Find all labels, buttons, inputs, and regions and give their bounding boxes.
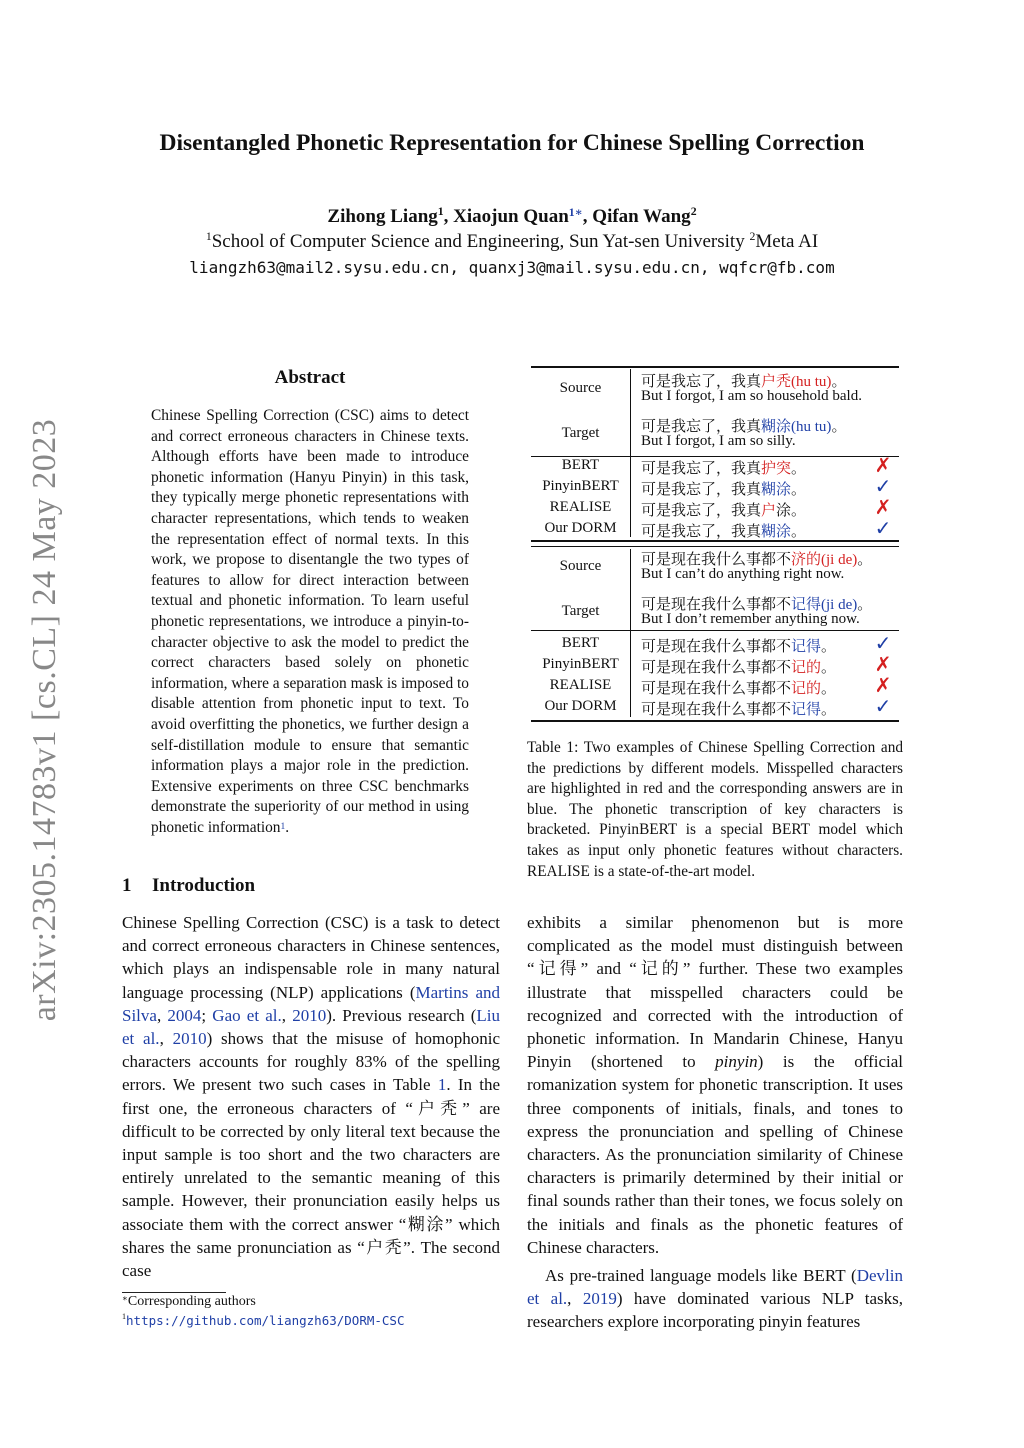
- row-label: Target: [561, 603, 600, 619]
- author-list: Zihong Liang$^1$, Xiaojun Quan$^{1∗}$, Qifan Wang$^2$: [327, 204, 697, 227]
- check-icon: ✓: [874, 633, 892, 655]
- citation-link[interactable]: 2019: [582, 1289, 617, 1309]
- citation-link[interactable]: Devlin et al.: [527, 1266, 903, 1309]
- citation-link[interactable]: 2004: [167, 1005, 202, 1025]
- prediction: 可是现在我什么事都不记的。: [641, 681, 837, 697]
- footnote-ref[interactable]: 1: [280, 820, 286, 832]
- arxiv-sidebar: [14, 380, 76, 1060]
- footnote-1: $^1$https://github.com/liangzh63/DORM-CSC: [122, 1312, 405, 1328]
- source-sentence: 可是我忘了，我真户秃(hu tu)。: [641, 374, 847, 390]
- section-heading: 1 Introduction: [122, 875, 256, 896]
- prediction: 可是我忘了，我真护突。: [641, 461, 807, 477]
- model-label: REALISE: [549, 499, 612, 515]
- citation-link[interactable]: Gao et al.: [212, 1005, 282, 1025]
- row-label: Target: [561, 425, 600, 441]
- row-label: Source: [559, 558, 602, 574]
- source-translation: But I forgot, I am so household bald.: [641, 388, 862, 404]
- table-caption: Table 1: Two examples of Chinese Spelling Correction and the predictions by different models. Misspelled characters are highlighted in red and the corresponding answers are in blue. The phonetic transcription of key characters is bracketed. PinyinBERT is a special BERT model which takes as input only phonetic features without characters. REALISE is a state-of-the-art model.: [527, 739, 903, 880]
- affil-org: Meta AI: [755, 231, 819, 252]
- target-translation: But I don’t remember anything now.: [641, 611, 860, 627]
- prediction: 可是现在我什么事都不记的。: [641, 660, 837, 676]
- check-icon: ✓: [874, 476, 892, 498]
- intro-paragraph-1: Chinese Spelling Correction (CSC) is a task to detect and correct erroneous characters in Chinese sentences, which plays an indispensable role in many natural language processing (NLP) applications (Martins and Silva, 2004; Gao et al., 2010). Previous research (Liu et al., 2010) shows that the misuse of homophonic characters accounts for roughly 83% of the spelling errors. We present two such cases in Table 1. In the first one, the erroneous characters of “户秃” are difficult to be corrected by only literal text because the input sample is too short and the two characters are entirely unrelated to the semantic meaning of this sample. However, their pronunciation easily helps us associate them with the correct answer “糊涂” which shares the same pronunciation as “户秃”. The second case: [122, 913, 501, 1281]
- target-sentence: 可是我忘了，我真糊涂(hu tu)。: [641, 419, 847, 435]
- check-icon: ✓: [874, 518, 892, 540]
- citation-link[interactable]: Martins and Silva: [122, 982, 500, 1025]
- citation-link[interactable]: Liu et al.: [122, 1005, 501, 1049]
- intro-paragraph-2: exhibits a similar phenomenon but is more complicated as the model must distinguish between “记得” and “记的” further. These two examples illustrate that misspelled characters could be recognized and corrected with the introduction of phonetic information. In Mandarin Chinese, Hanyu Pinyin (shortened to pinyin) is the official romanization system for phonetic transcription. It uses three components of initials, finals, and tones to express the pronunciation and spelling of Chinese characters. As the pronunciation similarity of Chinese characters is primarily determined by their initial or final sounds rather than their tones, we focus solely on the initials and finals as the phonetic features of Chinese characters.: [527, 913, 903, 1257]
- prediction: 可是现在我什么事都不记得。: [641, 702, 837, 718]
- cross-icon: ✗: [874, 654, 892, 676]
- author-sup: 1: [437, 204, 444, 218]
- citation-link[interactable]: 2010: [292, 1005, 327, 1025]
- prediction: 可是我忘了，我真户涂。: [641, 503, 807, 519]
- model-label: PinyinBERT: [542, 656, 619, 672]
- model-label: Our DORM: [544, 520, 617, 536]
- author-emails: liangzh63@mail2.sysu.edu.cn, quanxj3@mail.sysu.edu.cn, wqfcr@fb.com: [189, 258, 835, 277]
- model-label: BERT: [561, 457, 600, 473]
- citation-link[interactable]: 2010: [172, 1029, 207, 1049]
- check-icon: ✓: [874, 696, 892, 718]
- affil-sup: 1: [205, 229, 212, 243]
- author-name: Qifan Wang: [592, 206, 691, 227]
- abstract-end: .: [285, 818, 290, 836]
- repo-link[interactable]: https://github.com/liangzh63/DORM-CSC: [126, 1313, 405, 1328]
- abstract-body: [151, 406, 469, 838]
- target-translation: But I forgot, I am so silly.: [641, 433, 796, 449]
- intro-paragraph-3: As pre-trained language models like BERT (Devlin et al., 2019) have dominated various NLP tasks, researchers explore incorporating pinyin features: [527, 1266, 904, 1332]
- abstract-heading: Abstract: [274, 367, 346, 388]
- model-label: Our DORM: [544, 698, 617, 714]
- cross-icon: ✗: [874, 675, 892, 697]
- paper-title: Disentangled Phonetic Representation for Chinese Spelling Correction: [159, 130, 865, 156]
- source-sentence: 可是现在我什么事都不济的(ji de)。: [641, 552, 873, 568]
- author-name: Zihong Liang: [327, 206, 438, 227]
- prediction: 可是现在我什么事都不记得。: [641, 639, 837, 655]
- prediction: 可是我忘了，我真糊涂。: [641, 482, 807, 498]
- affiliations: [0, 231, 1024, 253]
- row-label: Source: [559, 380, 602, 396]
- author-sup: 2: [690, 204, 697, 218]
- model-label: PinyinBERT: [542, 478, 619, 494]
- author-sup: 1∗: [568, 205, 583, 219]
- target-sentence: 可是现在我什么事都不记得(ji de)。: [641, 597, 873, 613]
- table-ref-link[interactable]: 1: [437, 1075, 447, 1095]
- model-label: REALISE: [549, 677, 612, 693]
- table-1: [531, 366, 899, 722]
- cross-icon: ✗: [874, 455, 892, 477]
- affil-sup: 2: [749, 229, 756, 243]
- prediction: 可是我忘了，我真糊涂。: [641, 524, 807, 540]
- arxiv-id: arXiv:2305.14783v1 [cs.CL] 24 May 2023: [26, 418, 63, 1022]
- cross-icon: ✗: [874, 497, 892, 519]
- model-label: BERT: [561, 635, 600, 651]
- footnote-rule: [122, 1292, 226, 1293]
- author-name: Xiaojun Quan: [453, 206, 569, 227]
- source-translation: But I can’t do anything right now.: [641, 566, 845, 582]
- affil-org: School of Computer Science and Engineering, Sun Yat-sen University: [211, 231, 745, 252]
- abstract-text: Chinese Spelling Correction (CSC) aims to detect and correct erroneous characters in Chinese texts. Although efforts have been made to introduce phonetic information (Hanyu Pinyin) in this task, they typically merge phonetic representations with character representations, which tends to weaken the representation effect of normal texts. In this work, we propose to disentangle the two types of features to allow for direct interaction between textual and phonetic information. To learn useful phonetic representations, we introduce a pinyin-to-character objective to ask the model to predict the correct characters based solely on phonetic information, where a separation mask is imposed to disable attention from phonetic input to text. To avoid overfitting the phonetics, we further design a self-distillation module to ensure that semantic information plays a major role in the prediction. Extensive experiments on three CSC benchmarks demonstrate the superiority of our method in using phonetic information: [151, 407, 469, 836]
- footnote-star: ∗Corresponding authors: [122, 1293, 256, 1309]
